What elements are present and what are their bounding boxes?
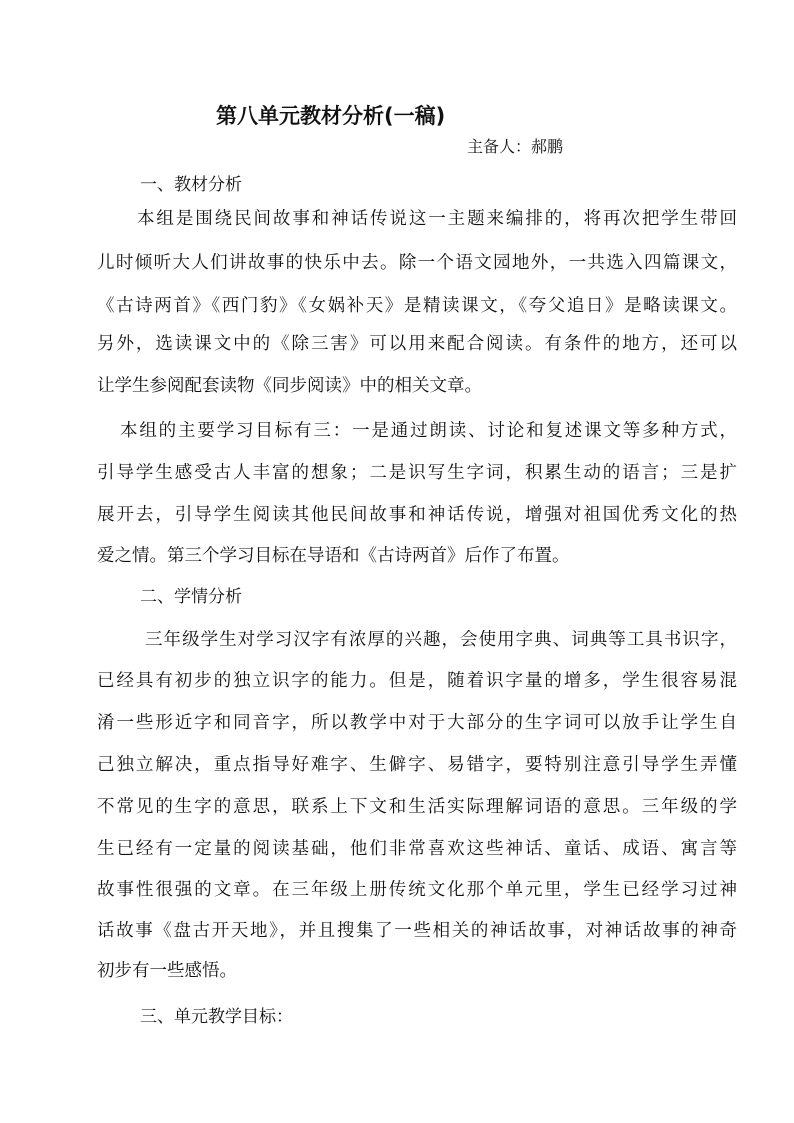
paragraph-line: 《古诗两首》《西门豹》《女娲补天》是精读课文，《夸父追日》是略读课文。 bbox=[97, 296, 737, 316]
paragraph-line: 本组的主要学习目标有三：一是通过朗读、讨论和复述课文等多种方式， bbox=[120, 421, 737, 441]
paragraph-line: 本组是围绕民间故事和神话传说这一主题来编排的，将再次把学生带回 bbox=[137, 209, 737, 229]
paragraph-line: 淆一些形近字和同音字，所以教学中对于大部分的生字词可以放手让学生自 bbox=[97, 713, 737, 733]
paragraph-line: 另外，选读课文中的《除三害》可以用来配合阅读。有条件的地方，还可以 bbox=[97, 334, 737, 354]
section-heading-unit-teaching-goals: 三、单元教学目标： bbox=[140, 1007, 293, 1027]
paragraph-line: 故事性很强的文章。在三年级上册传统文化那个单元里，学生已经学习过神 bbox=[97, 880, 737, 900]
paragraph-line: 三年级学生对学习汉字有浓厚的兴趣，会使用字典、词典等工具书识字， bbox=[145, 630, 737, 650]
paragraph-line: 已经具有初步的独立识字的能力。但是，随着识字量的增多，学生很容易混 bbox=[97, 671, 737, 691]
document-title: 第八单元教材分析(一稿) bbox=[216, 104, 446, 128]
paragraph-line: 儿时倾听大人们讲故事的快乐中去。除一个语文园地外，一共选入四篇课文， bbox=[97, 253, 737, 273]
paragraph-line: 引导学生感受古人丰富的想象；二是识写生字词，积累生动的语言；三是扩 bbox=[97, 463, 737, 483]
paragraph-line: 让学生参阅配套读物《同步阅读》中的相关文章。 bbox=[97, 376, 482, 396]
paragraph-line: 话故事《盘古开天地》，并且搜集了一些相关的神话故事，对神话故事的神奇 bbox=[97, 921, 737, 941]
paragraph-line: 展开去，引导学生阅读其他民间故事和神话传说，增强对祖国优秀文化的热 bbox=[97, 505, 737, 525]
paragraph-line: 不常见的生字的意思，联系上下文和生活实际理解词语的意思。三年级的学 bbox=[97, 797, 737, 817]
paragraph-line: 初步有一些感悟。 bbox=[97, 961, 237, 981]
section-heading-textbook-analysis: 一、教材分析 bbox=[140, 175, 242, 195]
section-heading-student-analysis: 二、学情分析 bbox=[140, 587, 242, 607]
paragraph-line: 爱之情。第三个学习目标在导语和《古诗两首》后作了布置。 bbox=[97, 546, 570, 566]
paragraph-line: 生已经有一定量的阅读基础，他们非常喜欢这些神话、童话、成语、寓言等 bbox=[97, 839, 737, 859]
paragraph-line: 己独立解决，重点指导好难字、生僻字、易错字，要特别注意引导学生弄懂 bbox=[97, 755, 737, 775]
author-line: 主备人：郝鹏 bbox=[467, 137, 564, 156]
